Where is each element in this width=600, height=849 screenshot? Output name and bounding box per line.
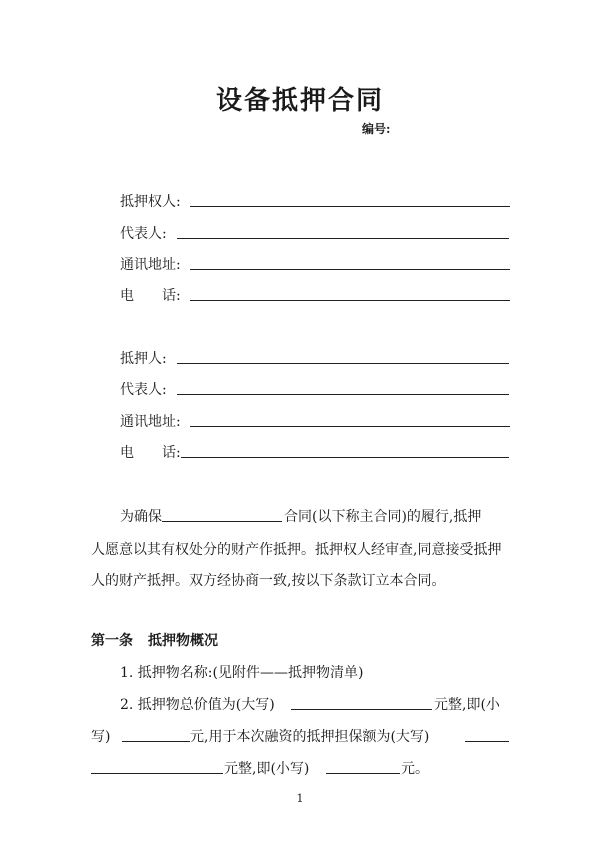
collateral-name-item: 1. 抵押物名称:(见附件——抵押物清单): [120, 665, 364, 681]
preamble-text-tail: 合同(以下称主合同)的履行,抵押: [284, 509, 482, 525]
contract-title: 设备抵押合同: [215, 86, 384, 116]
mortgagor-representative-blank[interactable]: [177, 394, 509, 395]
article-1-number: 第一条: [91, 633, 133, 649]
preamble-text-lead: 为确保: [120, 509, 162, 525]
collateral-value-line-3-mid: 元整,即(小写): [224, 761, 310, 777]
collateral-value-mid: 元整,即(小: [434, 697, 500, 713]
collateral-value-line-3-tail: 元。: [401, 761, 429, 777]
mortgagee-address-blank[interactable]: [190, 269, 510, 270]
mortgagor-label: 抵押人:: [120, 351, 167, 367]
mortgagor-blank[interactable]: [177, 363, 509, 364]
mortgagor-representative-label: 代表人:: [120, 382, 167, 398]
preamble-line-3: 人的财产抵押。双方经协商一致,按以下条款订立本合同。: [91, 573, 446, 589]
mortgagor-address-blank[interactable]: [190, 426, 510, 427]
mortgagee-phone-blank[interactable]: [190, 300, 510, 301]
guarantee-uppercase-blank-b[interactable]: [91, 773, 223, 774]
mortgagor-phone-label: 电 话:: [120, 445, 181, 461]
mortgagee-address-label: 通讯地址:: [120, 257, 181, 273]
mortgagee-phone-label: 电 话:: [120, 288, 181, 304]
guarantee-lowercase-blank[interactable]: [326, 773, 400, 774]
total-value-lowercase-blank[interactable]: [122, 741, 190, 742]
mortgagee-representative-label: 代表人:: [120, 226, 167, 242]
collateral-value-line-2-mid: 元,用于本次融资的抵押担保额为(大写): [190, 729, 430, 745]
preamble-line-2: 人愿意以其有权处分的财产作抵押。抵押权人经审查,同意接受抵押: [91, 542, 502, 558]
mortgagee-blank[interactable]: [190, 206, 510, 207]
page-number: 1: [296, 792, 304, 805]
mortgagee-label: 抵押权人:: [120, 194, 181, 210]
guarantee-uppercase-blank-a[interactable]: [465, 741, 509, 742]
collateral-value-label: 2. 抵押物总价值为(大写): [120, 697, 275, 713]
total-value-uppercase-blank[interactable]: [291, 709, 432, 710]
mortgagor-phone-blank[interactable]: [181, 457, 509, 458]
main-contract-blank[interactable]: [162, 521, 282, 522]
article-1-title: 抵押物概况: [148, 633, 218, 649]
mortgagor-address-label: 通讯地址:: [120, 414, 181, 430]
contract-number-label: 编号:: [362, 122, 391, 136]
mortgagee-representative-blank[interactable]: [177, 238, 509, 239]
collateral-value-line-2-lead: 写): [91, 729, 111, 745]
